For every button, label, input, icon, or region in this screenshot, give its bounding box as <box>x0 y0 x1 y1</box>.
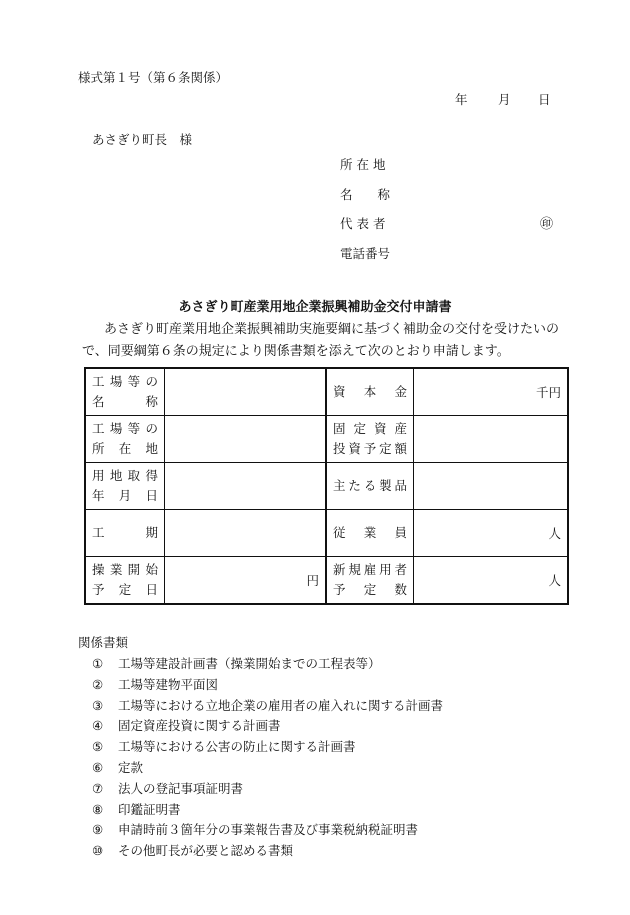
application-table <box>84 367 569 605</box>
capital-field[interactable]: 千円 <box>414 368 569 416</box>
addressee: あさぎり町長 様 <box>92 132 193 147</box>
intro-paragraph: あさぎり町産業用地企業振興補助実施要綱に基づく補助金の交付を受けたいので、同要綱第６条の規定により関係書類を添えて次のとおり申請します。 <box>82 322 560 359</box>
capital-label: 資 本 金 <box>326 368 414 416</box>
list-item <box>92 696 443 717</box>
employees-field[interactable]: 人 <box>414 510 569 557</box>
list-item-text: 工場等建物平面図 <box>118 676 219 692</box>
related-documents-heading: 関係書類 <box>78 635 129 650</box>
applicant-phone-label: 電話番号 <box>340 246 391 261</box>
factory-name-label: 工場等の 名 称 <box>85 368 165 416</box>
list-item-text: 法人の登記事項証明書 <box>118 780 244 796</box>
list-item <box>92 841 443 862</box>
new-hires-label: 新規雇用者 予 定 数 <box>326 557 414 605</box>
table-row <box>85 557 568 605</box>
factory-location-label: 工場等の 所 在 地 <box>85 416 165 463</box>
list-item <box>92 737 443 758</box>
list-item-text: 工場等における公害の防止に関する計画書 <box>118 739 356 755</box>
list-item-number: ⑧ <box>92 801 104 817</box>
list-item <box>92 800 443 821</box>
list-item <box>92 779 443 800</box>
operation-start-date-field[interactable] <box>165 557 327 605</box>
main-product-label: 主たる製品 <box>326 463 414 510</box>
main-product-field[interactable] <box>414 463 569 510</box>
date-day-label: 日 <box>538 92 551 107</box>
yen-unit: 円 <box>306 573 319 588</box>
table-row <box>85 368 568 416</box>
list-item-text: 定款 <box>118 759 144 775</box>
applicant-address-label: 所 在 地 <box>340 157 386 172</box>
list-item <box>92 675 443 696</box>
date-year-label: 年 <box>455 92 468 107</box>
table-row <box>85 510 568 557</box>
factory-location-field[interactable] <box>165 416 327 463</box>
date-month-label: 月 <box>498 92 511 107</box>
construction-period-field[interactable] <box>165 510 327 557</box>
list-item-number: ① <box>92 656 104 671</box>
table-row <box>85 416 568 463</box>
list-item-number: ③ <box>92 697 104 713</box>
applicant-representative-label: 代 表 者 <box>340 216 386 231</box>
list-item <box>92 820 443 841</box>
list-item-number: ⑨ <box>92 822 104 838</box>
list-item <box>92 716 443 737</box>
operation-start-date-label: 操業開始 予 定 日 <box>85 557 165 605</box>
list-item-number: ② <box>92 676 104 692</box>
list-item-number: ⑤ <box>92 739 104 755</box>
land-acquisition-date-label: 用地取得 年 月 日 <box>85 463 165 510</box>
list-item-number: ⑩ <box>92 843 104 859</box>
factory-name-field[interactable] <box>165 368 327 416</box>
list-item-number: ④ <box>92 718 104 734</box>
applicant-name-label: 名 称 <box>340 187 391 202</box>
list-item <box>92 654 443 675</box>
list-item-text: 印鑑証明書 <box>118 801 181 817</box>
document-title: あさぎり町産業用地企業振興補助金交付申請書 <box>178 300 452 315</box>
list-item-text: 固定資産投資に関する計画書 <box>118 718 281 734</box>
fixed-asset-investment-field[interactable] <box>414 416 569 463</box>
list-item-text: 工場等における立地企業の雇用者の雇入れに関する計画書 <box>118 697 444 713</box>
related-documents-list <box>92 654 443 862</box>
list-item-number: ⑦ <box>92 780 104 796</box>
land-acquisition-date-field[interactable] <box>165 463 327 510</box>
construction-period-label: 工 期 <box>85 510 165 557</box>
table-row <box>85 463 568 510</box>
list-item-text: その他町長が必要と認める書類 <box>118 843 294 859</box>
employees-label: 従 業 員 <box>326 510 414 557</box>
list-item-text: 工場等建設計画書（操業開始までの工程表等） <box>118 656 381 671</box>
new-hires-field[interactable]: 人 <box>414 557 569 605</box>
form-number: 様式第１号（第６条関係） <box>78 70 229 85</box>
list-item-text: 申請時前３箇年分の事業報告書及び事業税納税証明書 <box>118 822 419 838</box>
list-item-number: ⑥ <box>92 759 104 775</box>
seal-mark: ㊞ <box>540 217 554 232</box>
fixed-asset-investment-label: 固定資産 投資予定額 <box>326 416 414 463</box>
list-item <box>92 758 443 779</box>
